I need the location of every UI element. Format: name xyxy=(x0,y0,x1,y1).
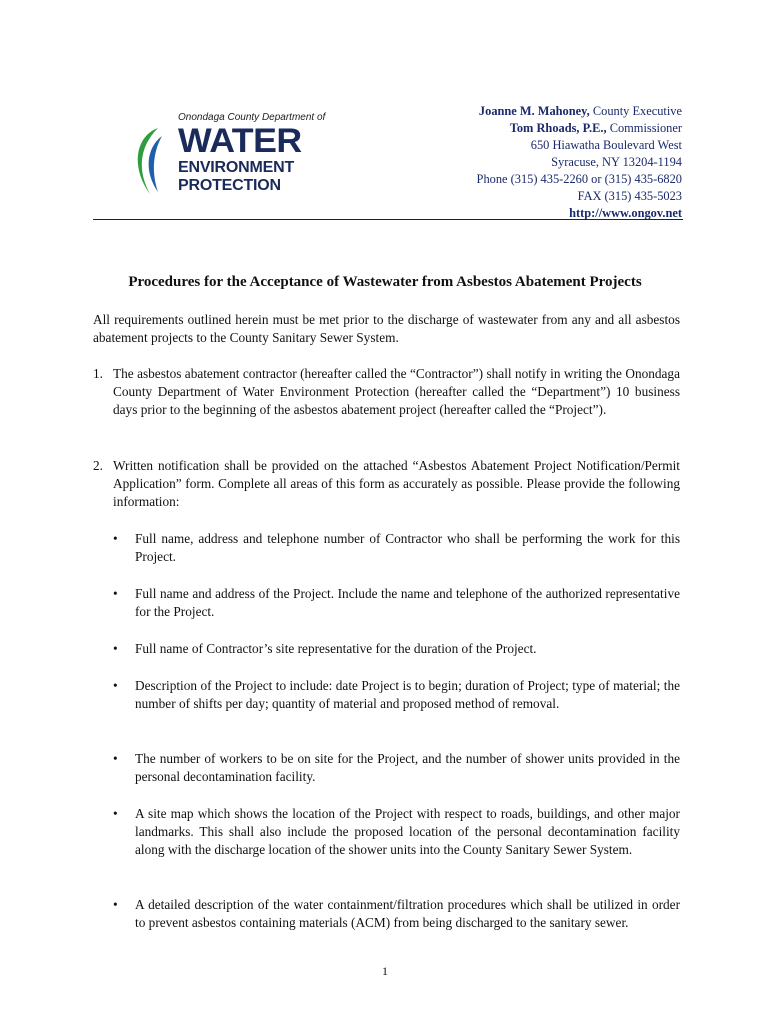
bullet-glyph: • xyxy=(113,641,118,656)
bullet-glyph: • xyxy=(113,897,118,912)
department-logo xyxy=(128,108,328,200)
item-number: 2. xyxy=(93,458,103,473)
fax-number: FAX (315) 435-5023 xyxy=(577,189,682,203)
bullet-glyph: • xyxy=(113,586,118,601)
numbered-item-1 xyxy=(93,365,680,419)
logo-word-water: WATER xyxy=(178,122,302,160)
logo-word-environment: ENVIRONMENT xyxy=(178,159,295,176)
bullet-item xyxy=(113,585,680,621)
logo-department-line: Onondaga County Department of xyxy=(178,112,326,123)
bullet-item xyxy=(113,896,680,932)
bullet-item xyxy=(113,805,680,859)
bullet-text: A detailed description of the water containment/filtration procedures which shall be utilized in order to prevent asbestos containing materials (ACM) from being discharged to the sanitary sewer. xyxy=(135,897,680,930)
document-title: Procedures for the Acceptance of Wastewater from Asbestos Abatement Projects xyxy=(128,274,642,290)
bullet-glyph: • xyxy=(113,806,118,821)
website-link[interactable]: http://www.ongov.net xyxy=(569,206,682,220)
item-text: Written notification shall be provided on the attached “Asbestos Abatement Project Notification/Permit Application” form. Complete all areas of this form as accurately as possible. Please provide the following information: xyxy=(113,458,680,509)
logo-word-protection: PROTECTION xyxy=(178,177,281,194)
county-executive-line: Joanne M. Mahoney, County Executive xyxy=(478,104,682,118)
header-divider xyxy=(93,219,683,220)
bullet-text: Full name and address of the Project. Include the name and telephone of the authorized representative for the Project. xyxy=(135,586,680,619)
item-number: 1. xyxy=(93,366,103,381)
intro-paragraph: All requirements outlined herein must be met prior to the discharge of wastewater from any and all asbestos abatement projects to the County Sanitary Sewer System. xyxy=(93,312,680,345)
bullet-text: A site map which shows the location of the Project with respect to roads, buildings, and other major landmarks. This shall also include the proposed location of the personal decontamination facility along with the discharge location of the shower units into the County Sanitary Sewer System. xyxy=(135,806,680,857)
page-number: 1 xyxy=(382,964,388,978)
logo-wordmark xyxy=(178,122,302,194)
numbered-item-2 xyxy=(93,457,680,511)
letterhead-address xyxy=(477,103,682,222)
bullet-item xyxy=(113,530,680,566)
bullet-item xyxy=(113,677,680,713)
bullet-glyph: • xyxy=(113,678,118,693)
phone-numbers: Phone (315) 435-2260 or (315) 435-6820 xyxy=(476,172,682,186)
item-text: The asbestos abatement contractor (hereafter called the “Contractor”) shall notify in writing the Onondaga County Department of Water Environment Protection (hereafter called the “Department”) 10 business days prior to the beginning of the asbestos abatement project (hereafter called the “Project”). xyxy=(113,366,680,417)
crescent-logo-icon xyxy=(128,126,176,196)
street-address: 650 Hiawatha Boulevard West xyxy=(530,138,682,152)
bullet-text: Full name, address and telephone number of Contractor who shall be performing the work for this Project. xyxy=(135,531,680,564)
bullet-glyph: • xyxy=(113,531,118,546)
bullet-text: Description of the Project to include: date Project is to begin; duration of Project; type of material; the number of shifts per day; quantity of material and proposed method of removal. xyxy=(135,678,680,711)
bullet-glyph: • xyxy=(113,751,118,766)
bullet-text: The number of workers to be on site for the Project, and the number of shower units provided in the personal decontamination facility. xyxy=(135,751,680,784)
bullet-item xyxy=(113,750,680,786)
city-state-zip: Syracuse, NY 13204-1194 xyxy=(551,155,682,169)
commissioner-line: Tom Rhoads, P.E., Commissioner xyxy=(509,121,682,135)
bullet-item xyxy=(113,640,680,658)
bullet-text: Full name of Contractor’s site representative for the duration of the Project. xyxy=(135,641,537,656)
